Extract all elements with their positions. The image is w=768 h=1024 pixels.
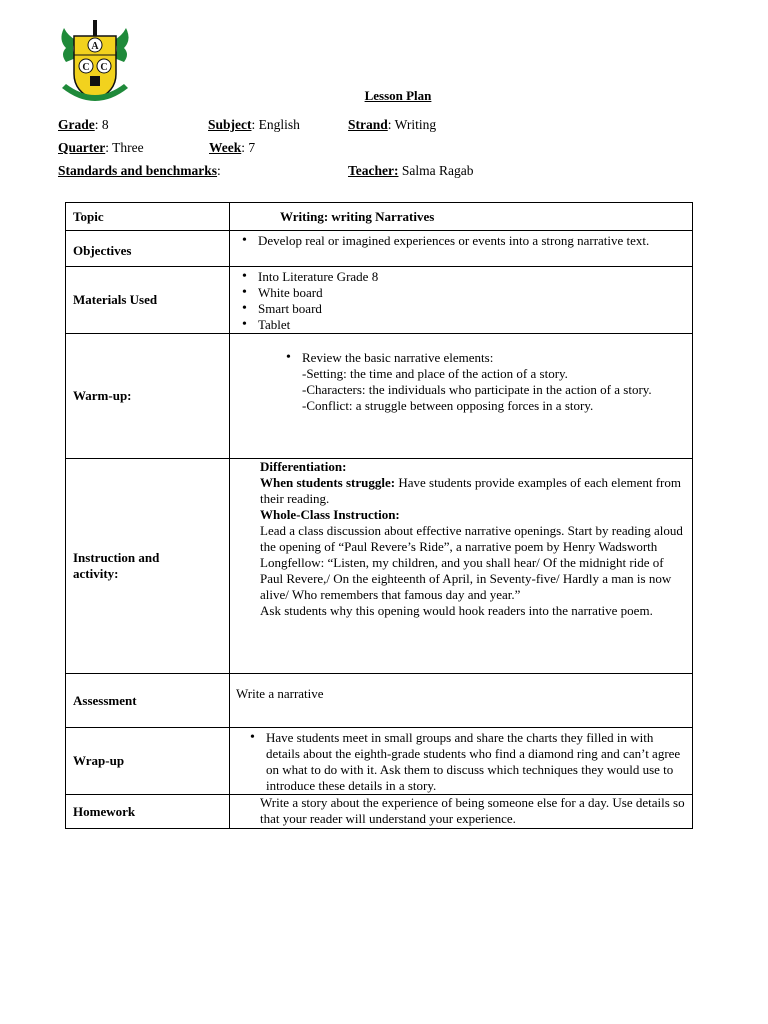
subject-field: Subject: English xyxy=(208,117,300,132)
week-label: Week xyxy=(209,140,242,155)
warmup-row xyxy=(66,334,693,459)
quarter-field: Quarter: Three xyxy=(58,140,144,155)
list-item: • Have students meet in small groups and share the charts they filled in with details about the eighth-grade students who find a diamond ring and can’t agree on what to do with it. Ask them to discuss which techniques they would use to introduce these details in a story. xyxy=(244,730,686,794)
list-item: • Tablet xyxy=(236,317,692,333)
differentiation-heading: Differentiation: xyxy=(260,459,347,474)
list-item: • Smart board xyxy=(236,301,692,317)
teacher-value: Salma Ragab xyxy=(401,163,474,178)
ask-text: Ask students why this opening would hook readers into the narrative poem. xyxy=(260,603,653,618)
materials-label: Materials Used xyxy=(66,267,230,334)
topic-row xyxy=(66,203,693,231)
warmup-line: -Setting: the time and place of the action of a story. xyxy=(302,366,568,381)
wrapup-row xyxy=(66,728,693,795)
quarter-label: Quarter xyxy=(58,140,106,155)
objectives-label: Objectives xyxy=(66,231,230,267)
warmup-label: Warm-up: xyxy=(66,334,230,459)
objectives-list xyxy=(236,233,692,249)
svg-text:C: C xyxy=(100,62,108,73)
topic-label: Topic xyxy=(66,203,230,231)
week-field: Week: 7 xyxy=(209,140,256,155)
list-item: • Into Literature Grade 8 xyxy=(236,269,692,285)
standards-field: Standards and benchmarks: xyxy=(58,163,221,178)
lesson-plan-table xyxy=(65,202,693,829)
list-item xyxy=(280,350,692,414)
wrapup-label: Wrap-up xyxy=(66,728,230,795)
homework-label: Homework xyxy=(66,795,230,829)
struggle-paragraph xyxy=(260,475,684,507)
strand-field: Strand: Writing xyxy=(348,117,437,132)
subject-value: English xyxy=(258,117,300,132)
page-title: Lesson Plan xyxy=(364,88,432,103)
week-value: 7 xyxy=(248,140,256,155)
homework-row xyxy=(66,795,693,829)
assessment-row xyxy=(66,674,693,728)
strand-value: Writing xyxy=(394,117,437,132)
standards-label: Standards and benchmarks xyxy=(58,163,218,178)
grade-label: Grade xyxy=(58,117,95,132)
assessment-value: Write a narrative xyxy=(230,674,693,728)
strand-label: Strand xyxy=(348,117,388,132)
list-item: • Develop real or imagined experiences or events into a strong narrative text. xyxy=(236,233,692,249)
grade-value: 8 xyxy=(101,117,109,132)
struggle-text: Have students provide examples of each element from their reading. xyxy=(260,475,681,506)
whole-class-text: Lead a class discussion about effective narrative openings. Start by reading aloud the opening of “Paul Revere’s Ride”, a narrative poem by Henry Wadsworth Longfellow: “Listen, my children, and you shall hear/ Of the midnight ride of Paul Revere,/ On the eighteenth of April, in Seventy-five/ Hardly a man is now alive/ Who remembers that famous day and year.” xyxy=(260,523,683,602)
instruction-label-2: activity: xyxy=(73,566,119,581)
whole-class-heading: Whole-Class Instruction: xyxy=(260,507,400,522)
warmup-line: -Conflict: a struggle between opposing forces in a story. xyxy=(302,398,594,413)
warmup-list xyxy=(236,350,692,414)
subject-label: Subject xyxy=(208,117,252,132)
warmup-line: -Characters: the individuals who participate in the action of a story. xyxy=(302,382,652,397)
wrapup-list xyxy=(236,730,686,794)
instruction-label: Instruction and xyxy=(73,550,160,565)
objectives-row xyxy=(66,231,693,267)
list-item: • White board xyxy=(236,285,692,301)
warmup-intro: Review the basic narrative elements: xyxy=(302,350,494,365)
svg-text:C: C xyxy=(82,62,90,73)
materials-row xyxy=(66,267,693,334)
homework-value: Write a story about the experience of being someone else for a day. Use details so that your reader will understand your experience. xyxy=(230,795,693,829)
topic-value: Writing: writing Narratives xyxy=(230,203,693,231)
svg-text:A: A xyxy=(91,41,99,52)
grade-field: Grade: 8 xyxy=(58,117,109,132)
instruction-row xyxy=(66,459,693,674)
teacher-field xyxy=(348,163,473,179)
struggle-label: When students struggle: xyxy=(260,475,396,490)
materials-list xyxy=(236,269,692,333)
teacher-label: Teacher: xyxy=(348,163,399,178)
quarter-value: Three xyxy=(112,140,144,155)
assessment-label: Assessment xyxy=(66,674,230,728)
